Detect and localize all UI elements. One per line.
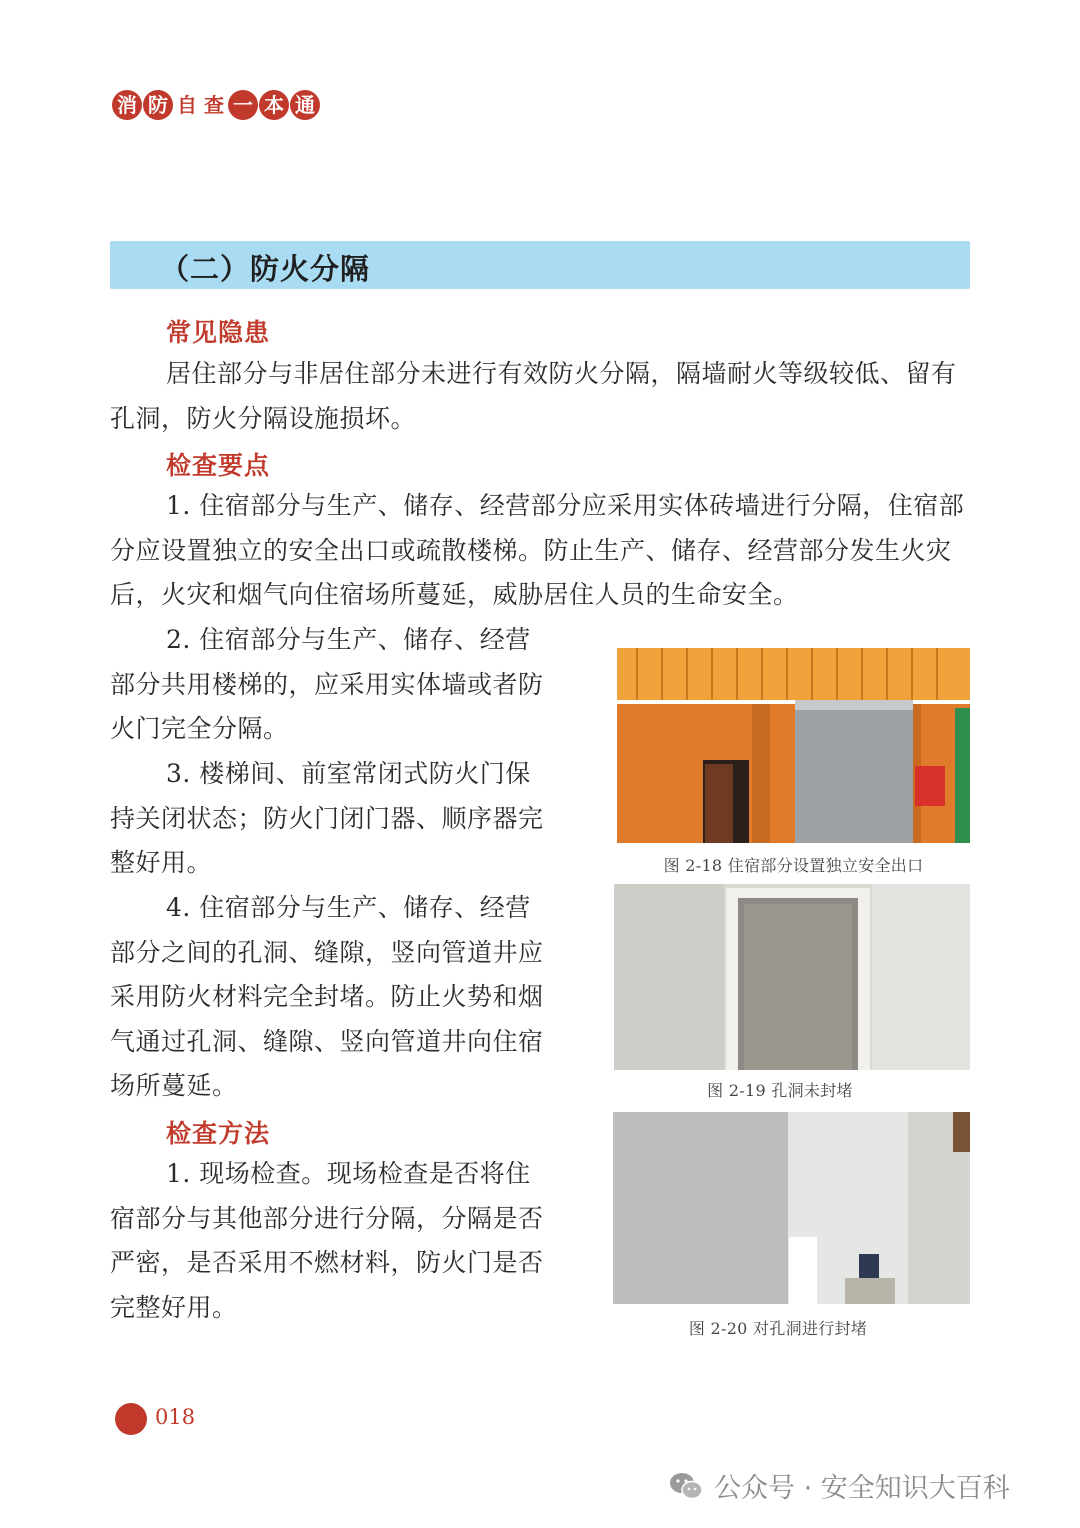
book-title-char: 通 [290,90,320,120]
book-title-char: 本 [259,90,289,120]
book-title-char: 自 [177,93,197,117]
figure-caption: 图 2-18 住宿部分设置独立安全出口 [663,856,924,875]
key-points-heading: 检查要点 [166,451,271,480]
method-1: 1. 现场检查。现场检查是否将住宿部分与其他部分进行分隔，分隔是否严密，是否采用不燃材料，防火门是否完整好用。 [110,1159,544,1322]
hazards-text: 居住部分与非居住部分未进行有效防火分隔，隔墙耐火等级较低、留有孔洞，防火分隔设施损坏。 [110,359,957,433]
section-title: （二）防火分隔 [160,252,371,286]
watermark-text: 公众号 · 安全知识大百科 [714,1473,1010,1504]
hazards-heading: 常见隐患 [166,318,271,347]
key-point-2: 2. 住宿部分与生产、储存、经营部分共用楼梯的，应采用实体墙或者防火门完全分隔。 [110,625,544,743]
watermark [668,1466,1010,1505]
book-title [112,90,320,120]
page-number-dot [115,1403,147,1435]
key-point-4: 4. 住宿部分与生产、储存、经营部分之间的孔洞、缝隙，竖向管道井应采用防火材料完全封堵。防止火势和烟气通过孔洞、缝隙、竖向管道井向住宿场所蔓延。 [110,893,544,1100]
figure-caption: 图 2-20 对孔洞进行封堵 [688,1319,868,1338]
sealing-hole-photo [613,1112,970,1304]
key-point-3: 3. 楼梯间、前室常闭式防火门保持关闭状态；防火门闭门器、顺序器完整好用。 [110,759,544,877]
wechat-icon [668,1471,704,1501]
book-title-char: 查 [204,93,224,117]
photo-independent-exit [617,648,970,843]
figure-caption: 图 2-19 孔洞未封堵 [707,1081,853,1100]
photo-sealing-hole [613,1112,970,1304]
storefront-photo [617,648,970,843]
methods-heading: 检查方法 [166,1119,271,1148]
key-point-1: 1. 住宿部分与生产、储存、经营部分应采用实体砖墙进行分隔，住宿部分应设置独立的安全出口或疏散楼梯。防止生产、储存、经营部分发生火灾后，火灾和烟气向住宿场所蔓延，威胁居住人员的生命安全。 [110,491,965,609]
book-title-char: 消 [112,90,142,120]
section-band [110,241,970,289]
unsealed-hole-photo [614,884,970,1070]
photo-unsealed-hole [614,884,970,1070]
book-title-char: 防 [143,90,173,120]
page-number: 018 [155,1405,196,1429]
book-title-char: 一 [228,90,258,120]
